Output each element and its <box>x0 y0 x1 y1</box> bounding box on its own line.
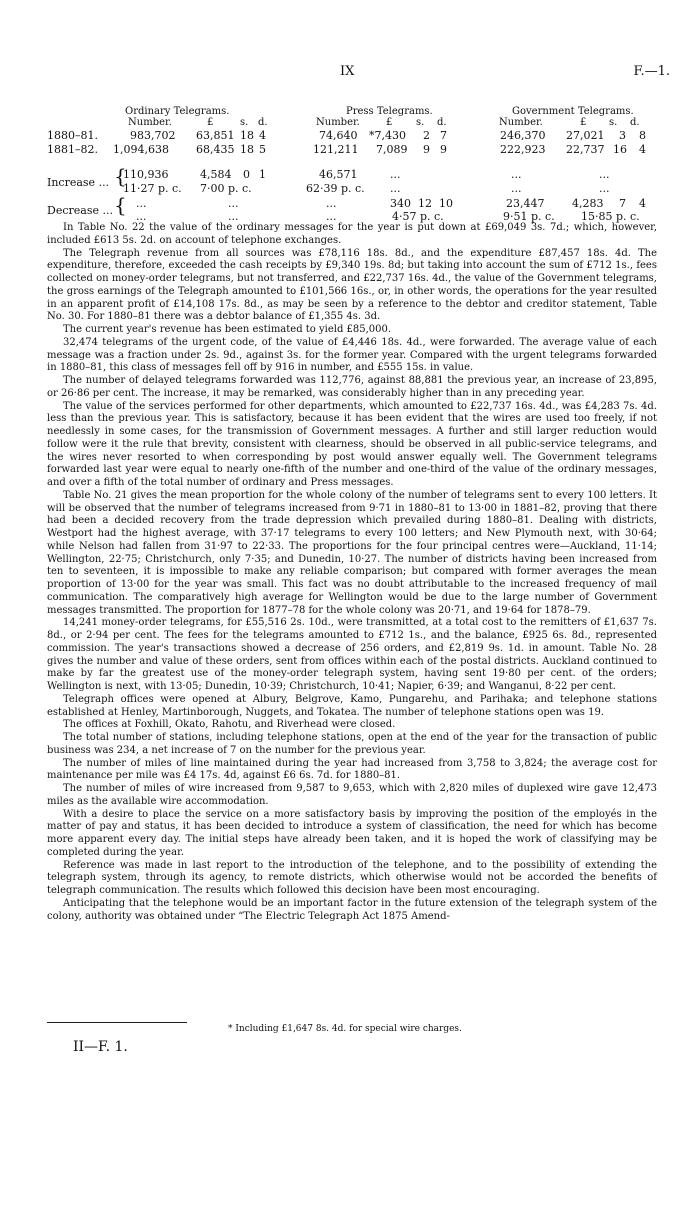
table-cell: 4,283 <box>572 197 604 210</box>
increase-label: Increase ... <box>47 176 110 189</box>
table-cell: 27,021 <box>566 129 605 142</box>
table-cell: 2 <box>423 129 430 142</box>
table-cell: 18 <box>240 129 254 142</box>
paragraph: The number of miles of line maintained during the year had increased from 3,758 to 3,824; the average cost for maintenance per mile was £4 17s. 4d, against £6 6s. 7d. for 1880–81. <box>47 757 657 782</box>
table-cell: 222,923 <box>500 143 546 156</box>
col-header-number: Number. <box>316 117 360 128</box>
table-cell: 16 <box>613 143 627 156</box>
table-cell: 68,435 <box>196 143 235 156</box>
table-cell: ... <box>228 197 239 210</box>
col-header-shillings: s. <box>416 117 425 128</box>
paragraph: In Table No. 22 the value of the ordinary messages for the year is put down at £69,049 3s. 7d.; which, however, included £613 5s. 2d. on account of telephone exchanges. <box>47 222 657 246</box>
table-cell: 246,370 <box>500 129 546 142</box>
paragraph: Telegraph offices were opened at Albury, Belgrove, Kamo, Pungarehu, and Parihaka; and telephone stations established at Henley, Martinborough, Nuggets, and Tokatea. The number of telephone stations open was 19. <box>47 693 657 718</box>
table-cell: ... <box>390 168 401 181</box>
paragraph: The number of miles of wire increased from 9,587 to 9,653, which with 2,820 miles of duplexed wire gave 12,473 miles as the available wire accommodation. <box>47 783 657 807</box>
paragraph: The value of the services performed for other departments, which amounted to £22,737 16s. 4d., was £4,283 7s. 4d. less than the previous year. This is satisfactory, because it has been evident that the wires are used too freely, if not needlessly in some cases, for the transmission of Government messages. A further and still larger reduction would follow were it the rule that brevity, consistent with clearness, should be observed in all public-service telegrams, and the wires never resorted to when corresponding by post would answer equally well. The Government telegrams forwarded last year were equal to nearly one-fifth of the number and one-third of the value of the ordinary messages, and over a fifth of the total number of ordinary and Press messages. <box>47 400 657 488</box>
col-header-pounds: £ <box>207 117 214 128</box>
col-header-pence: d. <box>630 117 640 128</box>
table-cell: ... <box>136 210 147 223</box>
table-cell: 0 <box>243 168 250 181</box>
signature-mark: II—F. 1. <box>73 1039 128 1055</box>
col-header-pounds: £ <box>386 117 393 128</box>
col-header-shillings: s. <box>240 117 249 128</box>
table-cell: 12 <box>418 197 432 210</box>
paragraph: The offices at Foxhill, Okato, Rahotu, and Riverhead were closed. <box>63 719 396 731</box>
table-cell: 4 <box>259 129 266 142</box>
table-cell: ... <box>326 197 337 210</box>
col-header-number: Number. <box>499 117 543 128</box>
table-cell: 4,584 <box>200 168 232 181</box>
col-header-pence: d. <box>437 117 447 128</box>
paragraph: Table No. 21 gives the mean proportion for the whole colony of the number of telegrams sent to every 100 letters. It will be observed that the number of telegrams increased from 9·71 in 1880–81 to 13·00 in 1881–82, proving that there had been a decided recovery from the trade depression which prevailed during 1880–81. Dealing with districts, Westport had the highest average, with 37·17 telegrams to every 100 letters; and New Plymouth next, with 30·64; while Nelson had fallen from 31·97 to 22·33. The proportions for the four principal centres were—Auckland, 11·14; Wellington, 22·75; Christchurch, only 7·35; and Dunedin, 10·27. The number of districts having been increased from ten to seventeen, it is impossible to make any reliable comparison; but compared with former averages the mean proportion of 13·00 for the year was small. This fact was no doubt attributable to the increased frequency of mail communication. The comparatively high average for Wellington would be due to the large number of Government messages transmitted. The proportion for 1877–78 for the whole colony was 20·71, and 19·64 for 1878–79. <box>47 489 657 616</box>
table-cell: 23,447 <box>506 197 545 210</box>
footnote: * Including £1,647 8s. 4d. for special wire charges. <box>228 1024 462 1034</box>
col-header-shillings: s. <box>609 117 618 128</box>
table-cell: ... <box>136 197 147 210</box>
table-cell: 4 <box>639 197 646 210</box>
table-cell: ... <box>326 210 337 223</box>
table-cell: 9·51 p. c. <box>503 210 555 223</box>
table-cell: ... <box>390 182 401 195</box>
press-telegrams-header: Press Telegrams. <box>346 106 433 117</box>
paragraph: Anticipating that the telephone would be an important factor in the future extension of the telegraph system of the colony, authority was obtained under “The Electric Telegraph Act 1875 Amend- <box>47 897 657 922</box>
table-cell: 63,851 <box>196 129 235 142</box>
table-cell: 4 <box>639 143 646 156</box>
table-cell: 62·39 p. c. <box>306 182 365 195</box>
table-cell: ... <box>228 210 239 223</box>
table-cell: 11·27 p. c. <box>123 182 182 195</box>
table-cell: 121,211 <box>313 143 359 156</box>
table-cell: 9 <box>440 143 447 156</box>
table-cell: 7 <box>440 129 447 142</box>
table-cell: 1,094,638 <box>113 143 169 156</box>
brace-icon: { <box>114 164 127 188</box>
col-header-number: Number. <box>128 117 172 128</box>
table-cell: 4·57 p. c. <box>392 210 444 223</box>
table-cell: 74,640 <box>319 129 358 142</box>
table-cell: ... <box>511 168 522 181</box>
paragraph: The total number of stations, including telephone stations, open at the end of the year for the transaction of public business was 234, a net increase of 7 on the number for the previous year. <box>47 732 657 756</box>
table-cell: 7·00 p. c. <box>200 182 252 195</box>
government-telegrams-header: Government Telegrams. <box>512 106 634 117</box>
table-cell: *7,430 <box>369 129 406 142</box>
table-cell: 3 <box>619 129 626 142</box>
row-label: 1880–81. <box>47 129 98 142</box>
row-label: 1881–82. <box>47 143 98 156</box>
table-cell: 5 <box>259 143 266 156</box>
col-header-pence: d. <box>258 117 268 128</box>
paragraph: The current year's revenue has been estimated to yield £85,000. <box>63 324 392 335</box>
paragraph: The number of delayed telegrams forwarded was 112,776, against 88,881 the previous year, an increase of 23,895, or 26·86 per cent. The increase, it may be remarked, was considerably higher than in any preceding year. <box>47 375 657 399</box>
brace-icon: { <box>114 193 127 217</box>
table-cell: ... <box>599 168 610 181</box>
ordinary-telegrams-header: Ordinary Telegrams. <box>125 106 230 117</box>
footnote-divider <box>47 1022 187 1023</box>
table-cell: 10 <box>439 197 453 210</box>
table-cell: 15·85 p. c. <box>581 210 640 223</box>
table-cell: 110,936 <box>123 168 169 181</box>
table-cell: 18 <box>240 143 254 156</box>
table-cell: 9 <box>423 143 430 156</box>
paragraph: 14,241 money-order telegrams, for £55,516 2s. 10d., were transmitted, at a total cost to the remitters of £1,637 7s. 8d., or 2·94 per cent. The fees for the telegrams amounted to £712 1s., and the balance, £925 6s. 8d., represented commission. The year's transactions showed a decrease of 256 orders, and £2,819 9s. 1d. in amount. Table No. 28 gives the number and value of these orders, sent from offices within each of the postal districts. Auckland continued to make by far the greatest use of the money-order telegraph system, having sent 19·80 per cent. of the orders; Wellington is next, with 13·05; Dunedin, 10·39; Christchurch, 10·41; Napier, 6·39; and Wanganui, 8·22 per cent. <box>47 617 657 692</box>
table-cell: 22,737 <box>566 143 605 156</box>
report-body <box>47 222 657 923</box>
document-reference: F.—1. <box>633 64 670 79</box>
table-cell: 983,702 <box>130 129 176 142</box>
paragraph: With a desire to place the service on a more satisfactory basis by improving the position of the employés in the matter of pay and status, it has been decided to introduce a system of classification, the need for which has become more apparent every day. The initial steps have already been taken, and it is hoped the work of classifying may be completed during the year. <box>47 808 657 858</box>
paragraph: The Telegraph revenue from all sources was £78,116 18s. 8d., and the expenditure £87,457 18s. 4d. The expenditure, therefore, exceeded the cash receipts by £9,340 19s. 8d; but taking into account the sum of £712 1s., fees collected on money-order telegrams, but not transferred, and £22,737 16s. 4d., the value of the Government telegrams, the gross earnings of the Telegraph amounted to £101,566 16s., or, in other words, the operations for the year resulted in an apparent profit of £14,108 17s. 8d., as may be seen by a reference to the debtor and creditor statement, Table No. 30. For 1880–81 there was a debtor balance of £1,355 4s. 3d. <box>47 247 657 323</box>
table-cell: ... <box>599 182 610 195</box>
paragraph: 32,474 telegrams of the urgent code, of the value of £4,446 18s. 4d., were forwarded. The average value of each message was a fraction under 2s. 9d., against 3s. for the former year. Compared with the urgent telegrams forwarded in 1880–81, this class of messages fell off by 916 in number, and £555 15s. in value. <box>47 336 657 374</box>
table-cell: ... <box>511 182 522 195</box>
table-cell: 7 <box>619 197 626 210</box>
table-cell: 1 <box>259 168 266 181</box>
col-header-pounds: £ <box>580 117 587 128</box>
table-cell: 46,571 <box>319 168 358 181</box>
table-cell: 340 <box>390 197 411 210</box>
decrease-label: Decrease ... <box>47 204 113 217</box>
table-cell: 7,089 <box>376 143 408 156</box>
table-cell: 8 <box>639 129 646 142</box>
paragraph: Reference was made in last report to the introduction of the telephone, and to the possibility of extending the telegraph system, through its agency, to remote districts, which otherwise would not be accorded the benefits of telegraph communication. The results which followed this decision have been most encouraging. <box>47 859 657 896</box>
page-number: IX <box>340 64 355 79</box>
